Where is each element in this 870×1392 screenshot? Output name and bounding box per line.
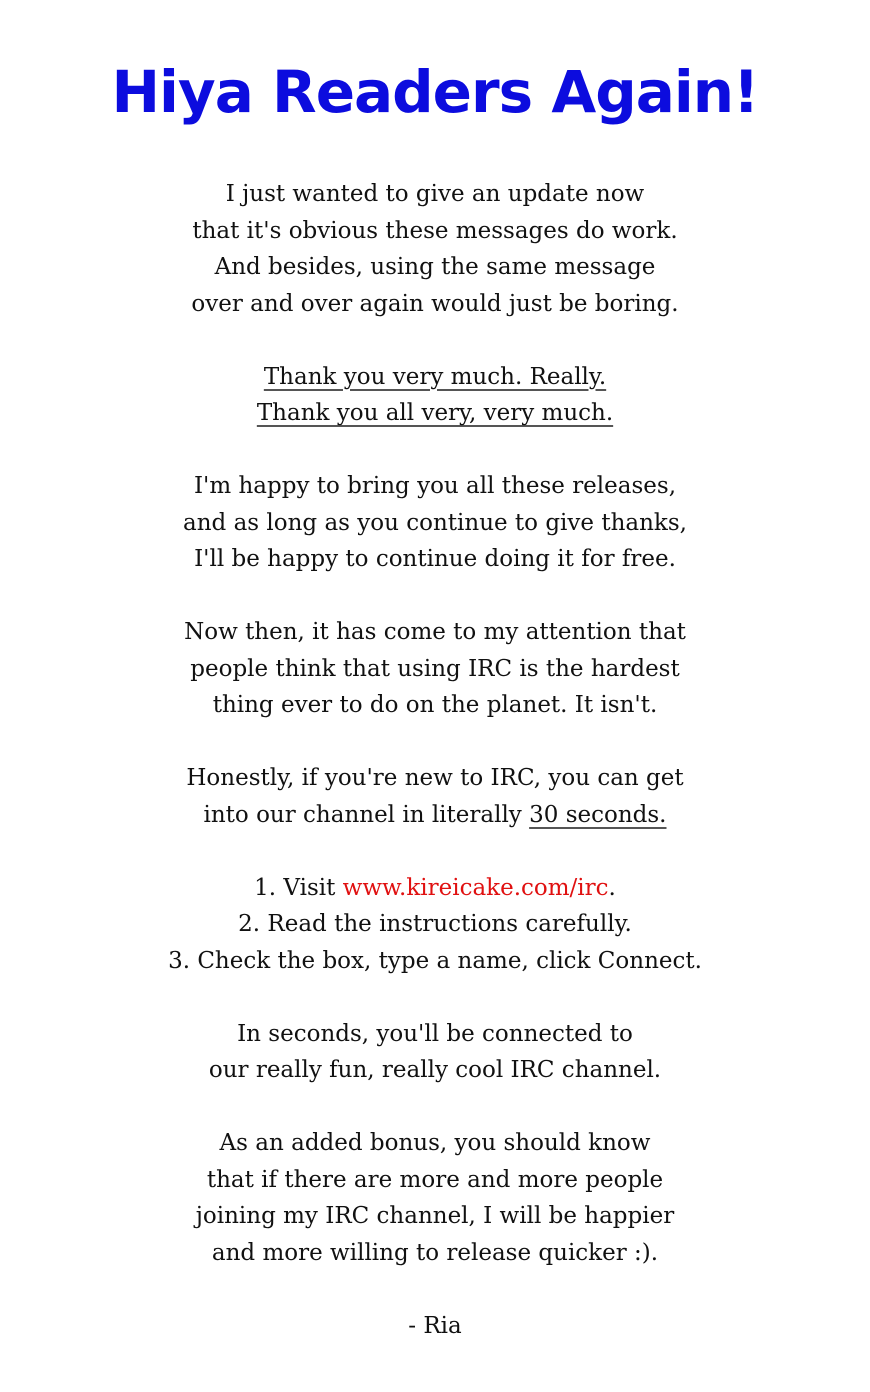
paragraph-irc-easy <box>0 760 870 833</box>
paragraph-thanks <box>0 359 870 432</box>
irc-link[interactable]: www.kireicake.com/irc <box>342 874 609 901</box>
signature-block <box>0 1308 870 1345</box>
text-fragment: into our channel in literally <box>203 801 530 828</box>
text-line: I'll be happy to continue doing it for free. <box>194 546 676 572</box>
thirty-seconds-emphasis: 30 seconds. <box>529 801 667 828</box>
text-line: In seconds, you'll be connected to <box>237 1020 633 1047</box>
text-line: Honestly, if you're new to IRC, you can get <box>186 765 684 791</box>
paragraph-bonus <box>0 1125 870 1271</box>
text-line: joining my IRC channel, I will be happier <box>195 1203 675 1229</box>
text-line: thing ever to do on the planet. It isn't. <box>212 692 658 718</box>
text-line: I just wanted to give an update now <box>225 181 645 207</box>
step-2: 2. Read the instructions carefully. <box>238 911 632 937</box>
text-line: people think that using IRC is the hardest <box>190 655 680 682</box>
step-1-suffix: . <box>608 874 616 901</box>
text-line: Now then, it has come to my attention that <box>184 619 686 645</box>
text-line: And besides, using the same message <box>214 254 656 280</box>
thanks-line: Thank you all very, very much. <box>256 400 614 426</box>
step-1-prefix: 1. Visit <box>254 874 343 901</box>
instruction-steps <box>0 870 870 980</box>
text-line: As an added bonus, you should know <box>219 1130 651 1156</box>
paragraph-irc-attention <box>0 614 870 724</box>
text-line: and as long as you continue to give thanks, <box>183 509 687 536</box>
text-line: that it's obvious these messages do work. <box>192 217 678 244</box>
message-body <box>0 176 870 1381</box>
text-line: I'm happy to bring you all these releases, <box>193 473 677 499</box>
step-3: 3. Check the box, type a name, click Connect. <box>168 947 702 974</box>
paragraph-update <box>0 176 870 322</box>
signature: - Ria <box>408 1312 462 1339</box>
step-1 <box>0 870 870 907</box>
page-title: Hiya Readers Again! <box>111 58 759 126</box>
paragraph-releases <box>0 468 870 578</box>
text-line: over and over again would just be boring. <box>191 290 679 317</box>
text-line: and more willing to release quicker :). <box>211 1239 659 1266</box>
thanks-line: Thank you very much. Really. <box>263 363 607 390</box>
paragraph-connected <box>0 1016 870 1089</box>
text-line: that if there are more and more people <box>206 1166 664 1193</box>
text-line: our really fun, really cool IRC channel. <box>208 1057 662 1083</box>
